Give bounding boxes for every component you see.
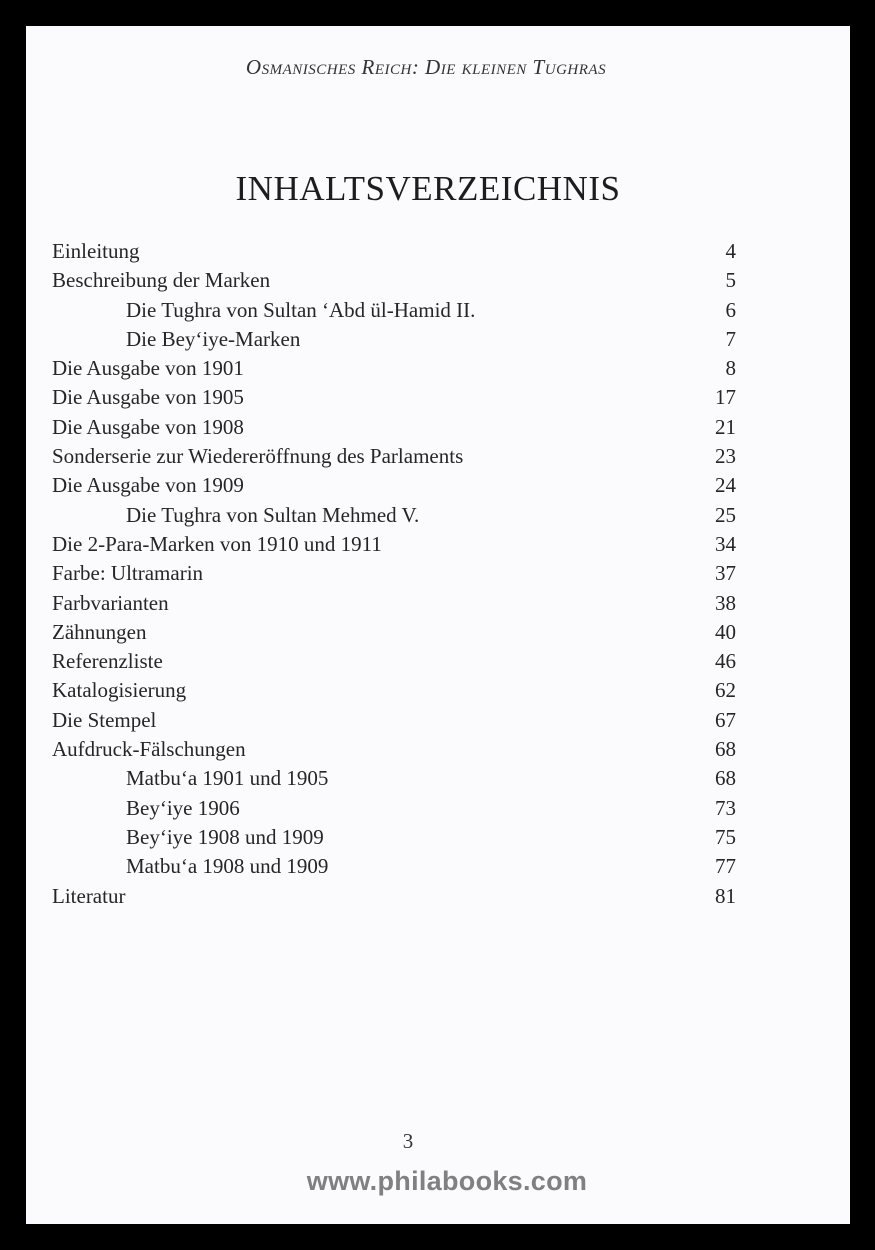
- running-header: Osmanisches Reich: Die kleinen Tughras: [245, 55, 607, 79]
- toc-entry: [52, 794, 736, 823]
- toc-entry: [52, 354, 736, 383]
- toc-entry: [52, 237, 736, 266]
- toc-entry-page-number: 38: [715, 590, 736, 615]
- toc-entry: [52, 647, 736, 676]
- toc-entry-page-number: 17: [715, 385, 736, 410]
- toc-entry: [52, 764, 736, 793]
- toc-entry-label: Beschreibung der Marken: [52, 268, 271, 293]
- toc-entry-page-number: 73: [715, 795, 736, 820]
- toc-entry-label: Die Ausgabe von 1908: [52, 414, 244, 439]
- toc-entry-page-number: 23: [715, 444, 736, 469]
- toc-entry: [52, 296, 736, 325]
- toc-entry-label: Matbu‘a 1901 und 1905: [126, 766, 329, 791]
- toc-entry-page-number: 81: [715, 883, 736, 908]
- toc-entry-label: Aufdruck-Fälschungen: [52, 737, 246, 762]
- toc-entry: [52, 383, 736, 412]
- toc-entry-label: Die Ausgabe von 1905: [52, 385, 244, 410]
- toc-entry-page-number: 4: [725, 239, 736, 263]
- toc-entry-label: Die Tughra von Sultan Mehmed V.: [126, 502, 420, 527]
- toc-entry-page-number: 67: [715, 707, 736, 732]
- toc-entry-page-number: 7: [725, 326, 736, 351]
- toc-entry: [52, 530, 736, 559]
- toc-entry: [52, 882, 736, 911]
- toc-entry-label: Einleitung: [52, 239, 140, 263]
- table-of-contents: [52, 237, 736, 911]
- toc-entry: [52, 442, 736, 471]
- toc-entry-label: Katalogisierung: [52, 678, 187, 703]
- toc-entry: [52, 823, 736, 852]
- toc-entry-label: Die Tughra von Sultan ‘Abd ül-Hamid II.: [126, 297, 476, 322]
- book-page: [26, 26, 850, 1224]
- toc-entry-page-number: 6: [725, 297, 736, 322]
- toc-entry-page-number: 8: [725, 356, 736, 381]
- toc-entry-label: Zähnungen: [52, 619, 147, 644]
- toc-entry-label: Die Ausgabe von 1901: [52, 356, 244, 381]
- toc-entry: [52, 676, 736, 705]
- toc-entry-label: Matbu‘a 1908 und 1909: [126, 854, 329, 879]
- toc-entry: [52, 852, 736, 881]
- toc-entry: [52, 735, 736, 764]
- toc-entry: [52, 471, 736, 500]
- toc-entry-page-number: 34: [715, 531, 736, 556]
- toc-entry: [52, 325, 736, 354]
- toc-entry-page-number: 21: [715, 414, 736, 439]
- toc-entry-label: Farbe: Ultramarin: [52, 561, 204, 586]
- toc-entry-page-number: 5: [725, 268, 736, 293]
- toc-entry-label: Die Stempel: [52, 707, 157, 732]
- toc-entry-label: Die Bey‘iye-Marken: [126, 326, 301, 351]
- toc-entry-page-number: 75: [715, 824, 736, 849]
- page-number: 3: [402, 1129, 414, 1153]
- toc-entry-label: Bey‘iye 1908 und 1909: [126, 824, 324, 849]
- toc-entry-label: Farbvarianten: [52, 590, 169, 615]
- website-watermark: www.philabooks.com: [306, 1166, 588, 1196]
- toc-entry-page-number: 46: [715, 649, 736, 674]
- toc-entry-label: Die Ausgabe von 1909: [52, 473, 244, 498]
- toc-entry-page-number: 24: [715, 473, 736, 498]
- toc-entry: [52, 413, 736, 442]
- page-title: INHALTSVERZEICHNIS: [235, 169, 621, 208]
- toc-entry: [52, 501, 736, 530]
- toc-entry: [52, 706, 736, 735]
- toc-entry-page-number: 62: [715, 678, 736, 703]
- toc-entry-page-number: 68: [715, 766, 736, 791]
- toc-entry-page-number: 37: [715, 561, 736, 586]
- toc-entry-label: Literatur: [52, 883, 126, 908]
- toc-entry-label: Referenzliste: [52, 649, 163, 674]
- toc-entry: [52, 266, 736, 295]
- toc-entry-page-number: 68: [715, 737, 736, 762]
- toc-entry-page-number: 40: [715, 619, 736, 644]
- toc-entry-label: Sonderserie zur Wiedereröffnung des Parlaments: [52, 444, 464, 469]
- toc-entry: [52, 618, 736, 647]
- toc-entry-page-number: 77: [715, 854, 736, 879]
- toc-entry-label: Die 2-Para-Marken von 1910 und 1911: [52, 531, 382, 556]
- toc-entry: [52, 559, 736, 588]
- toc-entry: [52, 589, 736, 618]
- toc-entry-label: Bey‘iye 1906: [126, 795, 240, 820]
- toc-entry-page-number: 25: [715, 502, 736, 527]
